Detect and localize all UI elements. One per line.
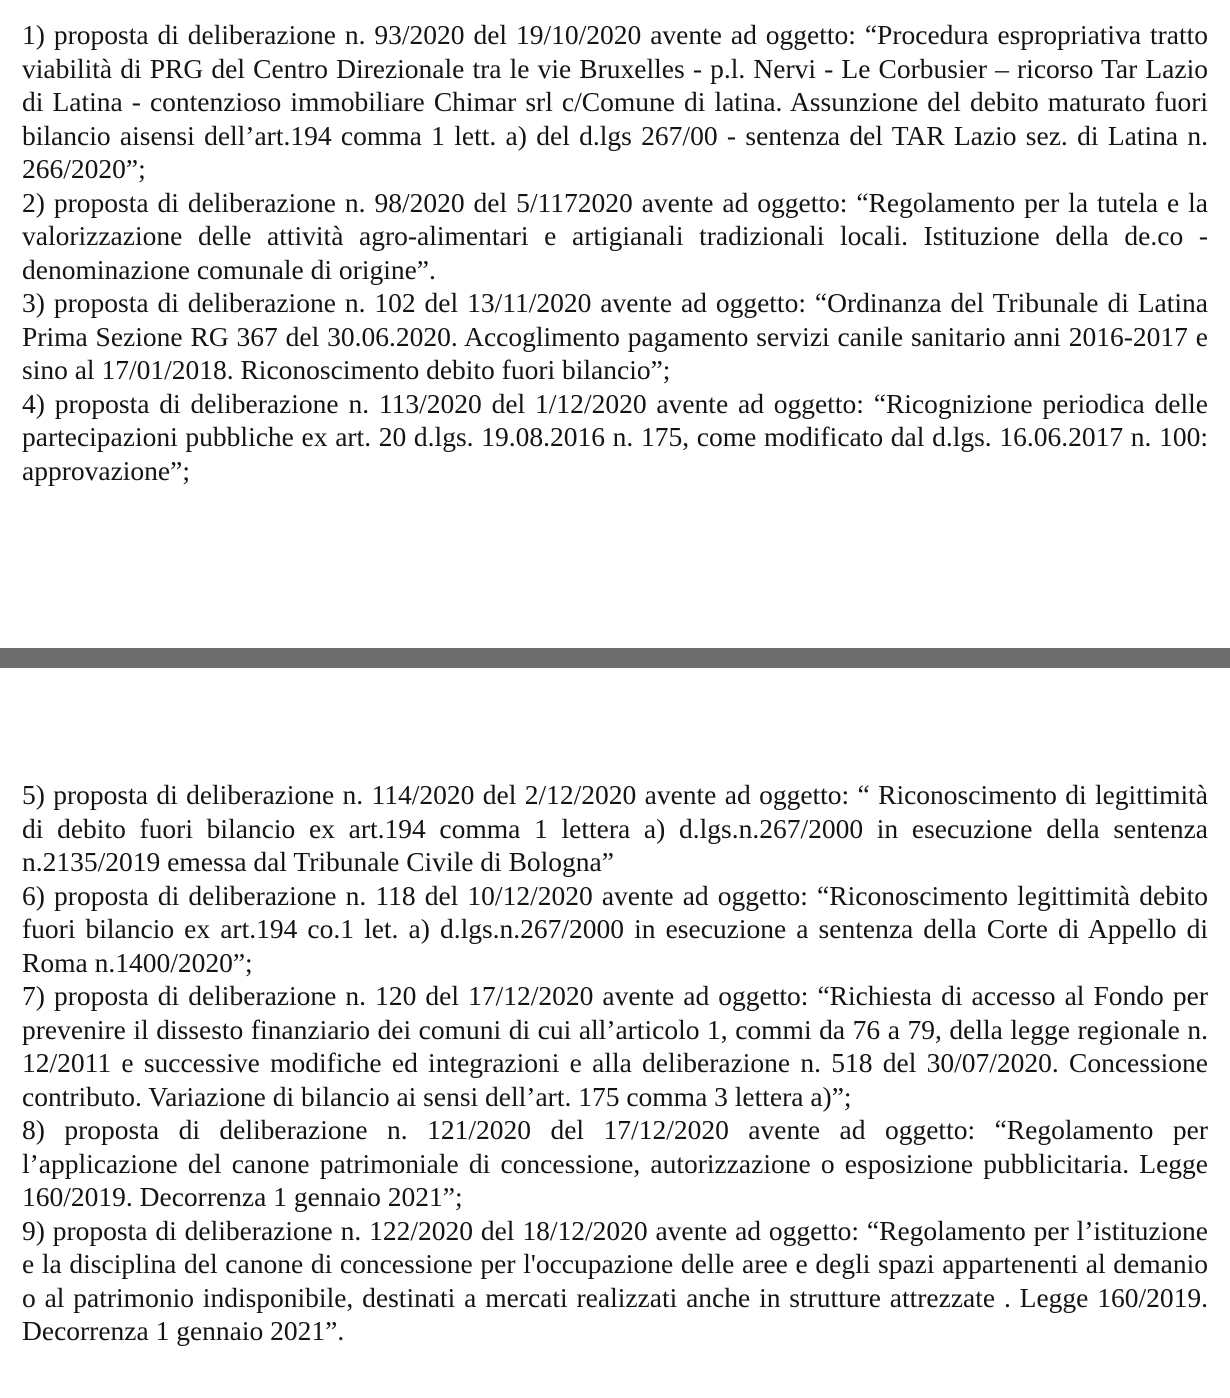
page-separator: [0, 648, 1230, 668]
agenda-item-3: 3) proposta di deliberazione n. 102 del 13/11/2020 avente ad oggetto: “Ordinanza del Tribunale di Latina Prima Sezione RG 367 del 30.06.2020. Accoglimento pagamento servizi canile sanitario anni 2016-2017 e sino al 17/01/2018. Riconoscimento debito fuori bilancio”;: [22, 287, 1208, 385]
document-page-bottom: [0, 668, 1230, 1398]
agenda-item-6: 6) proposta di deliberazione n. 118 del 10/12/2020 avente ad oggetto: “Riconoscimento legittimità debito fuori bilancio ex art.194 co.1 let. a) d.lgs.n.267/2000 in esecuzione a sentenza della Corte di Appello di Roma n.1400/2020”;: [22, 879, 1208, 978]
agenda-list-top: [22, 18, 1208, 487]
agenda-item-2: 2) proposta di deliberazione n. 98/2020 del 5/1172020 avente ad oggetto: “Regolamento per la tutela e la valorizzazione delle attività agro-alimentari e artigianali tradizionali locali. Istituzione della de.co - denominazione comunale di origine”.: [22, 186, 1208, 285]
agenda-item-5: 5) proposta di deliberazione n. 114/2020 del 2/12/2020 avente ad oggetto: “ Riconoscimento di legittimità di debito fuori bilancio ex art.194 comma 1 lettera a) d.lgs.n.267/2000 in esecuzione della sentenza n.2135/2019 emessa dal Tribunale Civile di Bologna”: [22, 779, 1208, 877]
document-page-top: [0, 0, 1230, 648]
agenda-list-bottom: [22, 778, 1208, 1348]
agenda-item-7: 7) proposta di deliberazione n. 120 del 17/12/2020 avente ad oggetto: “Richiesta di accesso al Fondo per prevenire il dissesto finanziario dei comuni di cui all’articolo 1, commi da 76 a 79, della legge regionale n. 12/2011 e successive modifiche ed integrazioni e alla deliberazione n. 518 del 30/07/2020. Concessione contributo. Variazione di bilancio ai sensi dell’art. 175 comma 3 lettera a)”;: [22, 980, 1208, 1112]
agenda-item-4: 4) proposta di deliberazione n. 113/2020 del 1/12/2020 avente ad oggetto: “Ricognizione periodica delle partecipazioni pubbliche ex art. 20 d.lgs. 19.08.2016 n. 175, come modificato dal d.lgs. 16.06.2017 n. 100: approvazione”;: [22, 387, 1208, 486]
agenda-item-1: 1) proposta di deliberazione n. 93/2020 del 19/10/2020 avente ad oggetto: “Procedura espropriativa tratto viabilità di PRG del Centro Direzionale tra le vie Bruxelles - p.l. Nervi - Le Corbusier – ricorso Tar Lazio di Latina - contenzioso immobiliare Chimar srl c/Comune di latina. Assunzione del debito maturato fuori bilancio aisensi dell’art.194 comma 1 lett. a) del d.lgs 267/00 - sentenza del TAR Lazio sez. di Latina n. 266/2020”;: [22, 19, 1208, 184]
agenda-item-9: 9) proposta di deliberazione n. 122/2020 del 18/12/2020 avente ad oggetto: “Regolamento per l’istituzione e la disciplina del canone di concessione per l'occupazione delle aree e degli spazi appartenenti al demanio o al patrimonio indisponibile, destinati a mercati realizzati anche in strutture attrezzate . Legge 160/2019. Decorrenza 1 gennaio 2021”.: [22, 1214, 1208, 1346]
agenda-item-8: 8) proposta di deliberazione n. 121/2020 del 17/12/2020 avente ad oggetto: “Regolamento per l’applicazione del canone patrimoniale di concessione, autorizzazione o esposizione pubblicitaria. Legge 160/2019. Decorrenza 1 gennaio 2021”;: [22, 1114, 1208, 1212]
